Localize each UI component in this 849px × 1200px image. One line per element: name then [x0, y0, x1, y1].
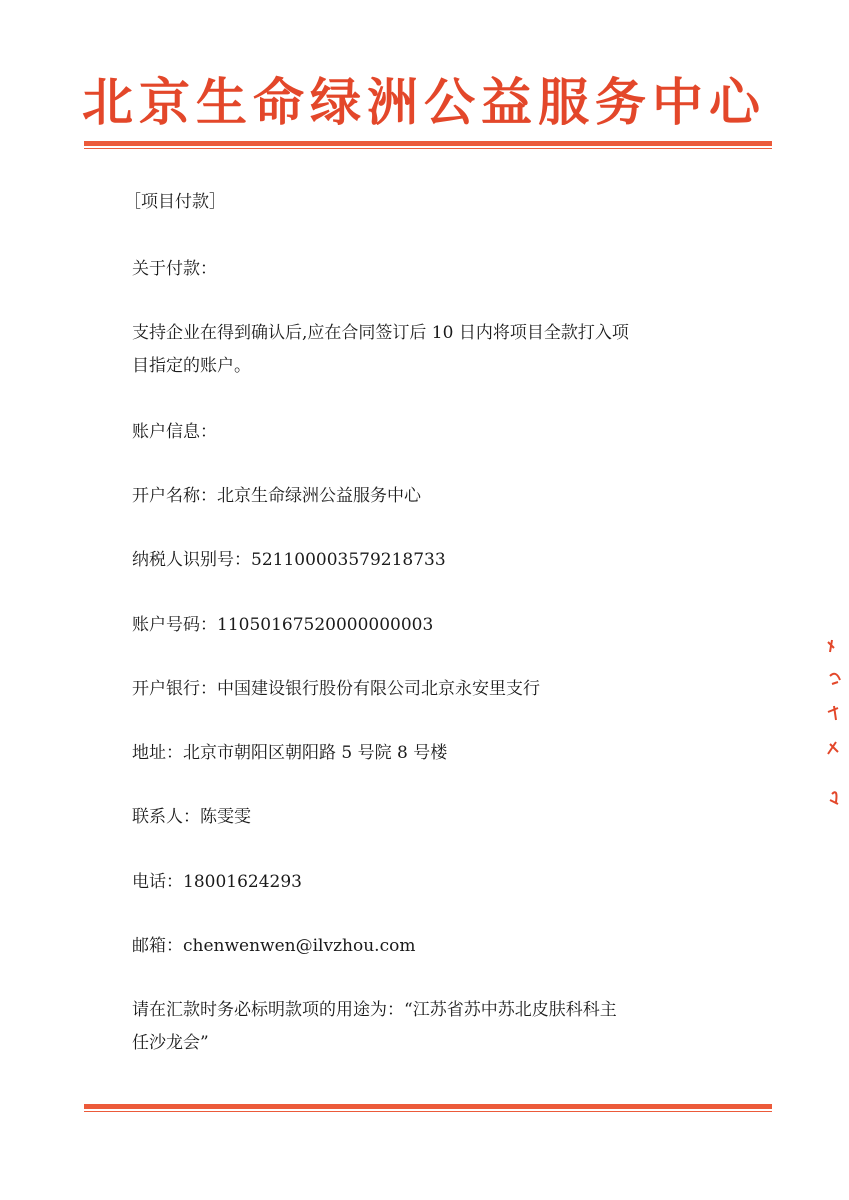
- payment-text-line-2: 目指定的账户。: [132, 356, 251, 376]
- payment-text-line-1: 支持企业在得到确认后,应在合同签订后 10 日内将项目全款打入项: [132, 323, 629, 343]
- letterhead-divider-bottom: [84, 1104, 772, 1112]
- account-heading: 账户信息：: [132, 422, 217, 442]
- section-tag: ［项目付款］: [124, 192, 226, 212]
- letterhead-org-name: 北京生命绿洲公益服务中心: [82, 74, 767, 133]
- seal-mark: [828, 706, 838, 720]
- seal-mark: [830, 792, 838, 804]
- divider-thin-line: [84, 148, 772, 149]
- contact-person: 联系人：陈雯雯: [132, 807, 251, 827]
- bank-name: 开户银行：中国建设银行股份有限公司北京永安里支行: [132, 679, 540, 699]
- remark-line-1: 请在汇款时务必标明款项的用途为：“江苏省苏中苏北皮肤科科主: [132, 1000, 617, 1020]
- taxpayer-id: 纳税人识别号：521100003579218733: [132, 550, 446, 570]
- account-number: 账户号码：11050167520000000003: [132, 615, 434, 635]
- letterhead-divider-top: [84, 141, 772, 149]
- address: 地址：北京市朝阳区朝阳路 5 号院 8 号楼: [132, 743, 448, 763]
- email: 邮箱：chenwenwen@ilvzhou.com: [132, 936, 416, 956]
- divider-thick-line: [84, 141, 772, 146]
- divider-thin-line: [84, 1111, 772, 1112]
- seal-mark: [828, 742, 838, 754]
- remark-line-2: 任沙龙会”: [132, 1033, 209, 1053]
- divider-thick-line: [84, 1104, 772, 1109]
- payment-heading: 关于付款：: [132, 259, 217, 279]
- account-name: 开户名称：北京生命绿洲公益服务中心: [132, 486, 421, 506]
- seal-mark: [830, 674, 840, 684]
- phone: 电话：18001624293: [132, 872, 302, 892]
- seal-mark: [828, 640, 834, 652]
- seal-edge-marks: [822, 636, 844, 816]
